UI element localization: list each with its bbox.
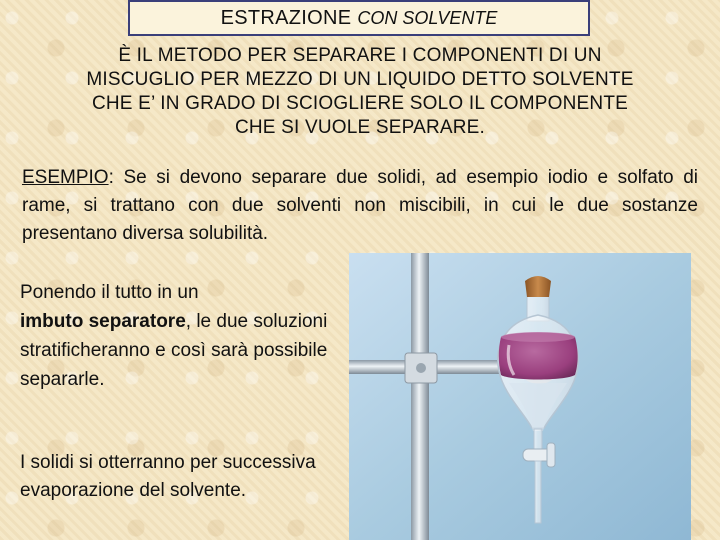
para2-text: I solidi si otterranno per successiva evaporazione del solvente. bbox=[20, 452, 316, 501]
example-paragraph bbox=[22, 164, 698, 248]
separatory-funnel-photo bbox=[349, 253, 691, 540]
example-text: : Se si devono separare due solidi, ad esempio iodio e solfato di rame, si trattano con due solventi non miscibili, in cui le due sostanze presentano diversa solubilità. bbox=[22, 167, 698, 244]
para1-post: , le due soluzioni stratificheranno e così sarà possibile separarle. bbox=[20, 311, 328, 390]
example-label: ESEMPIO bbox=[22, 167, 109, 188]
para1-bold: imbuto separatore bbox=[20, 311, 186, 332]
evaporation-paragraph bbox=[20, 449, 340, 505]
separatory-funnel-illustration bbox=[349, 253, 691, 540]
intro-line: CHE E’ IN GRADO DI SCIOGLIERE SOLO IL COMPONENTE bbox=[91, 93, 629, 114]
title-main: ESTRAZIONE bbox=[220, 6, 352, 29]
liquid-surface bbox=[501, 332, 575, 342]
para1-pre: Ponendo il tutto in un bbox=[20, 282, 199, 303]
stopcock-handle bbox=[547, 443, 555, 467]
intro-definition bbox=[0, 44, 720, 140]
funnel-stem-lower bbox=[535, 461, 541, 523]
funnel-stem-upper bbox=[534, 429, 542, 449]
intro-line: CHE SI VUOLE SEPARARE. bbox=[234, 117, 486, 138]
intro-line: MISCUGLIO PER MEZZO DI UN LIQUIDO DETTO SOLVENTE bbox=[86, 69, 634, 90]
separator-paragraph bbox=[20, 278, 330, 394]
slide-title bbox=[128, 0, 590, 36]
stand-rod bbox=[411, 253, 429, 540]
funnel-stopper bbox=[525, 276, 551, 297]
intro-line: È IL METODO PER SEPARARE I COMPONENTI DI UN bbox=[118, 45, 602, 66]
title-sub: CON SOLVENTE bbox=[357, 7, 498, 28]
clamp-screw bbox=[416, 363, 426, 373]
